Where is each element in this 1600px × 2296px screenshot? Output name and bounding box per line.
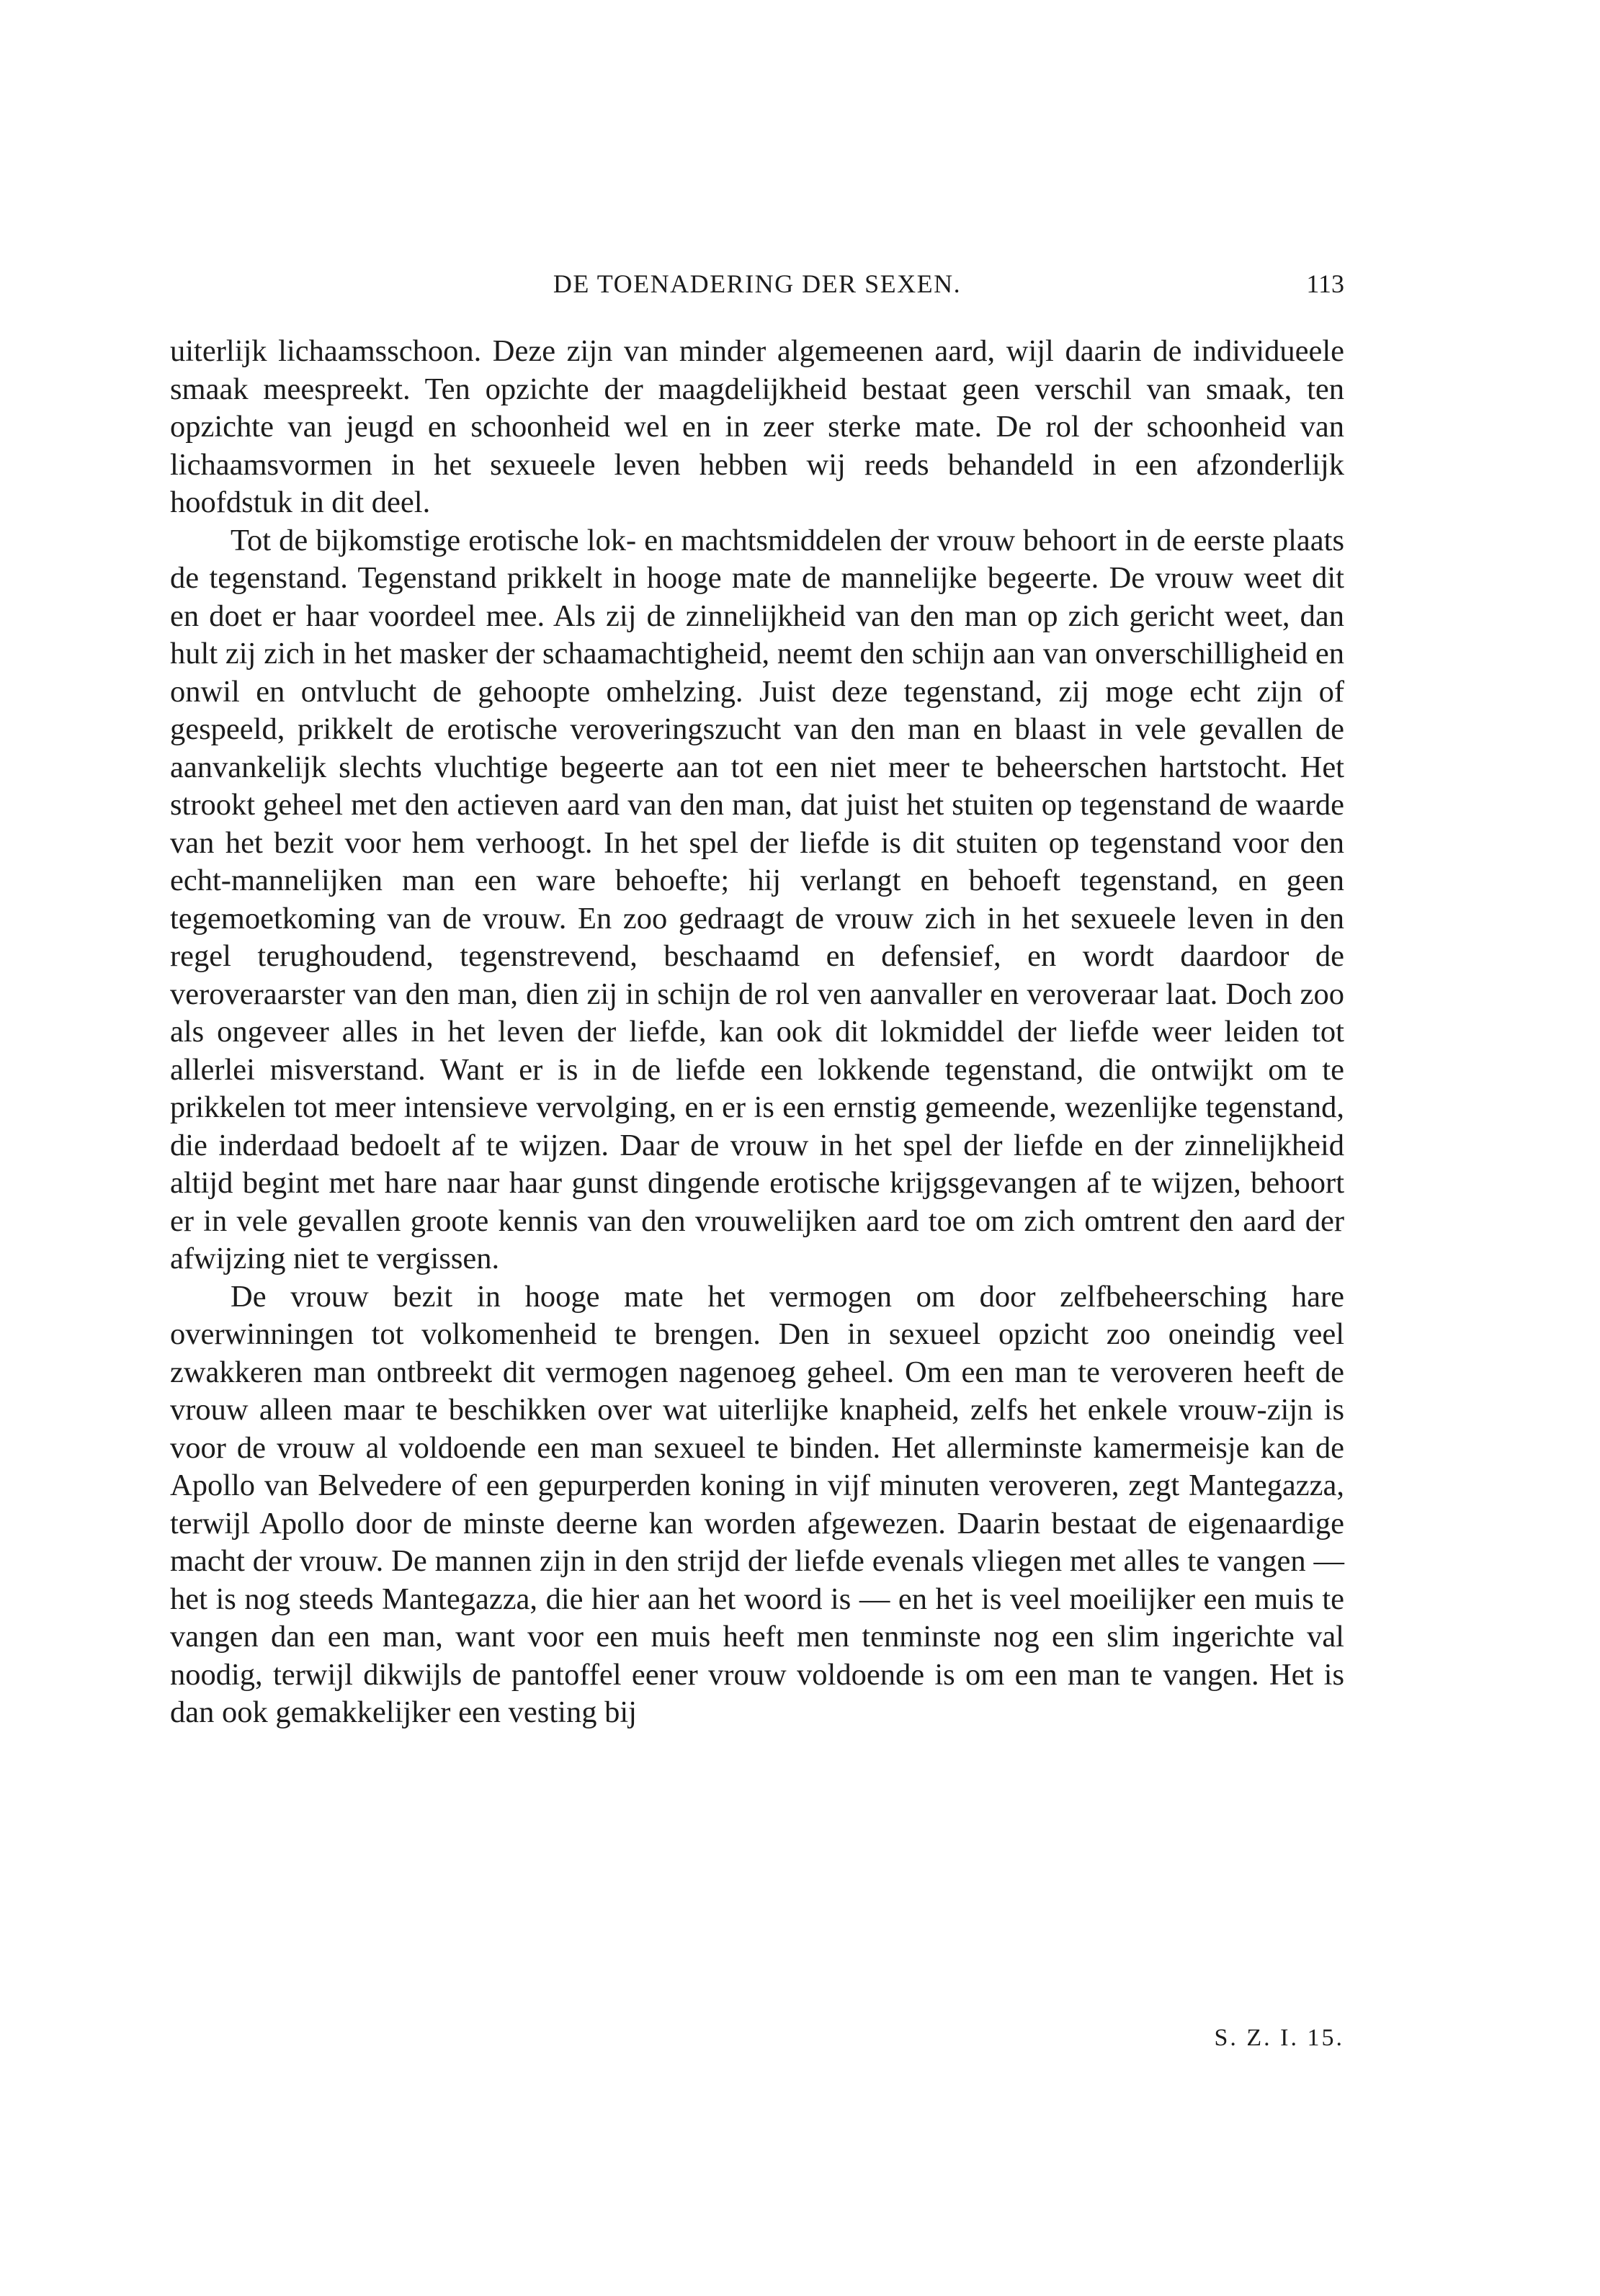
body-text <box>170 333 1344 1732</box>
page-number: 113 <box>1306 269 1344 298</box>
running-title: DE TOENADERING DER SEXEN. <box>553 269 962 298</box>
paragraph-zelfbeheersching: De vrouw bezit in hooge mate het vermogen om door zelfbeheersching hare overwinningen tot volkomenheid te brengen. Den in sexueel opzicht zoo oneindig veel zwakkeren man ontbreekt dit vermogen nagenoeg geheel. Om een man te veroveren heeft de vrouw alleen maar te beschikken over wat uiterlijke knapheid, zelfs het enkele vrouw-zijn is voor de vrouw al voldoende een man sexueel te binden. Het allerminste kamermeisje kan de Apollo van Belvedere of een gepurperden koning in vijf minuten veroveren, zegt Mantegazza, terwijl Apollo door de minste deerne kan worden afgewezen. Daarin bestaat de eigenaardige macht der vrouw. De mannen zijn in den strijd der liefde evenals vliegen met alles te vangen — het is nog steeds Mantegazza, die hier aan het woord is — en het is veel moeilijker een muis te vangen dan een man, want voor een muis heeft men tenminste nog een slim ingerichte val noodig, terwijl dikwijls de pantoffel eener vrouw voldoende is om een man te vangen. Het is dan ook gemakkelijker een vesting bij <box>170 1279 1344 1729</box>
signature-mark: S. Z. I. 15. <box>1214 2024 1344 2051</box>
paragraph-continued: uiterlijk lichaamsschoon. Deze zijn van minder algemeenen aard, wijl daarin de individueele smaak meespreekt. Ten opzichte der maagdelijkheid bestaat geen verschil van smaak, ten opzichte van jeugd en schoonheid wel en in zeer sterke mate. De rol der schoonheid van lichaamsvormen in het sexueele leven hebben wij reeds behandeld in een afzonderlijk hoofdstuk in dit deel. <box>170 334 1344 519</box>
paragraph-tegenstand: Tot de bijkomstige erotische lok- en machtsmiddelen der vrouw behoort in de eerste plaats de tegenstand. Tegenstand prikkelt in hooge mate de mannelijke begeerte. De vrouw weet dit en doet er haar voordeel mee. Als zij de zinnelijkheid van den man op zich gericht weet, dan hult zij zich in het masker der schaamachtigheid, neemt den schijn aan van onverschilligheid en onwil en ontvlucht de gehoopte omhelzing. Juist deze tegenstand, zij moge echt zijn of gespeeld, prikkelt de erotische veroveringszucht van den man en blaast in vele gevallen de aanvankelijk slechts vluchtige begeerte aan tot een niet meer te beheerschen hartstocht. Het strookt geheel met den actieven aard van den man, dat juist het stuiten op tegenstand de waarde van het bezit voor hem verhoogt. In het spel der liefde is dit stuiten op tegenstand voor den echt-mannelijken man een ware behoefte; hij verlangt en behoeft tegenstand, en geen tegemoetkoming van de vrouw. En zoo gedraagt de vrouw zich in het sexueele leven in den regel terughoudend, tegenstrevend, beschaamd en defensief, en wordt daardoor de veroveraarster van den man, dien zij in schijn de rol ven aanvaller en veroveraar laat. Doch zoo als ongeveer alles in het leven der liefde, kan ook dit lokmiddel der liefde weer leiden tot allerlei misverstand. Want er is in de liefde een lokkende tegenstand, die ontwijkt om te prikkelen tot meer intensieve vervolging, en er is een ernstig gemeende, wezenlijke tegenstand, die inderdaad bedoelt af te wijzen. Daar de vrouw in het spel der liefde en der zinnelijkheid altijd begint met hare naar haar gunst dingende erotische krijgsgevangen af te wijzen, behoort er in vele gevallen groote kennis van den vrouwelijken aard toe om zich omtrent den aard der afwijzing niet te vergissen. <box>170 523 1344 1275</box>
running-head <box>170 266 1344 310</box>
